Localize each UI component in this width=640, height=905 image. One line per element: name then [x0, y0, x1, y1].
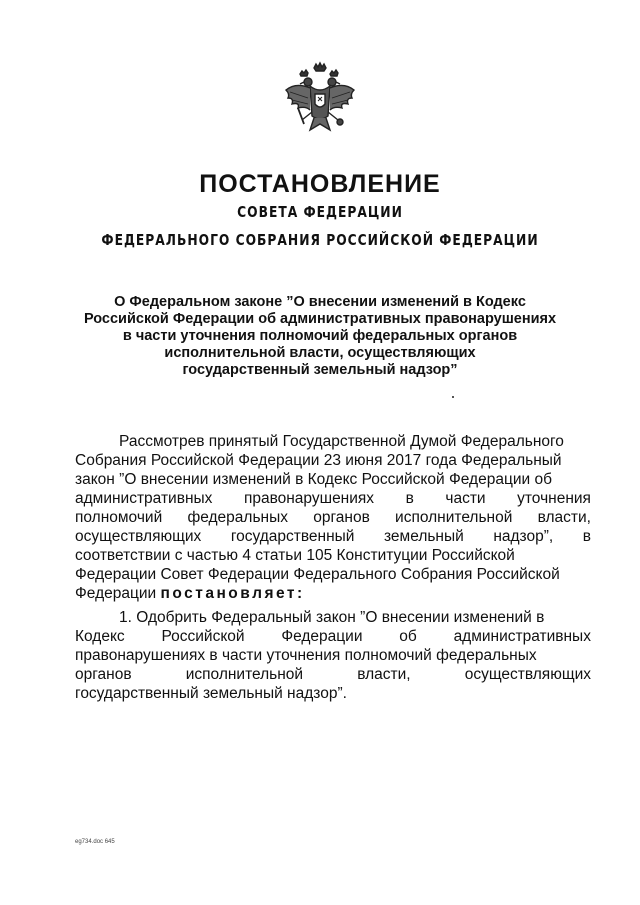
- law-title: [60, 294, 580, 379]
- paragraph-line: [75, 489, 591, 508]
- word: государственный: [230, 528, 355, 545]
- paragraph-line: государственный земельный надзор”.: [75, 685, 347, 702]
- word: земельный: [384, 528, 464, 545]
- paragraph-line: [75, 527, 591, 546]
- word: административных: [453, 628, 591, 645]
- word: органов: [75, 666, 132, 683]
- resolves-keyword: постановляет:: [160, 585, 305, 602]
- law-title-line: О Федеральном законе ”О внесении изменений в Кодекс: [114, 294, 526, 310]
- word: власти,: [357, 666, 411, 683]
- coat-of-arms-icon: [278, 60, 362, 144]
- paragraph-line: [75, 665, 591, 684]
- word: надзор”,: [493, 528, 554, 545]
- stray-mark: [452, 396, 454, 398]
- word: федеральных: [187, 509, 288, 526]
- law-title-line: Российской Федерации об административных правонарушениях: [83, 311, 557, 327]
- paragraph-line: 1. Одобрить Федеральный закон ”О внесении изменений в: [119, 609, 545, 626]
- word: органов: [313, 509, 370, 526]
- paragraph-line: правонарушениях в части уточнения полномочий федеральных: [75, 647, 537, 664]
- word: осуществляющих: [75, 528, 202, 545]
- word: административных: [75, 490, 213, 507]
- word: в: [582, 528, 591, 545]
- paragraph-line: [75, 584, 591, 603]
- word: власти,: [537, 509, 591, 526]
- word: части: [445, 490, 486, 507]
- law-title-line: в части уточнения полномочий федеральных органов: [122, 328, 518, 344]
- word: об: [399, 628, 417, 645]
- paragraph-line: [75, 627, 591, 646]
- word: Федерации: [281, 628, 363, 645]
- document-code: eg734.doc 645: [75, 839, 115, 845]
- word: Кодекс: [75, 628, 125, 645]
- paragraph-line: Федерации Совет Федерации Федерального Собрания Российской: [75, 566, 560, 583]
- word: исполнительной: [185, 666, 304, 683]
- issuer-line-1: СОВЕТА ФЕДЕРАЦИИ: [237, 203, 403, 221]
- paragraph-line: закон ”О внесении изменений в Кодекс Российской Федерации об: [75, 471, 552, 488]
- paragraph-line: [75, 508, 591, 527]
- word: правонарушениях: [243, 490, 375, 507]
- law-title-line: государственный земельный надзор”: [182, 362, 458, 378]
- paragraph-line: соответствии с частью 4 статьи 105 Конституции Российской: [75, 547, 515, 564]
- paragraph-line: Рассмотрев принятый Государственной Думой Федерального: [119, 433, 564, 450]
- document-title: ПОСТАНОВЛЕНИЕ: [199, 170, 441, 198]
- word: полномочий: [75, 509, 163, 526]
- law-title-line: исполнительной власти, осуществляющих: [164, 345, 476, 361]
- word: исполнительной: [395, 509, 513, 526]
- word: Российской: [161, 628, 245, 645]
- issuer-line-2: ФЕДЕРАЛЬНОГО СОБРАНИЯ РОССИЙСКОЙ ФЕДЕРАЦИИ: [101, 231, 539, 249]
- word: уточнения: [517, 490, 591, 507]
- word: в: [405, 490, 414, 507]
- paragraph-line: Собрания Российской Федерации 23 июня 2017 года Федеральный: [75, 452, 562, 469]
- word: Федерации: [75, 585, 157, 602]
- preamble-paragraph: [75, 432, 591, 603]
- word: осуществляющих: [464, 666, 591, 683]
- resolution-item-1: [75, 608, 591, 703]
